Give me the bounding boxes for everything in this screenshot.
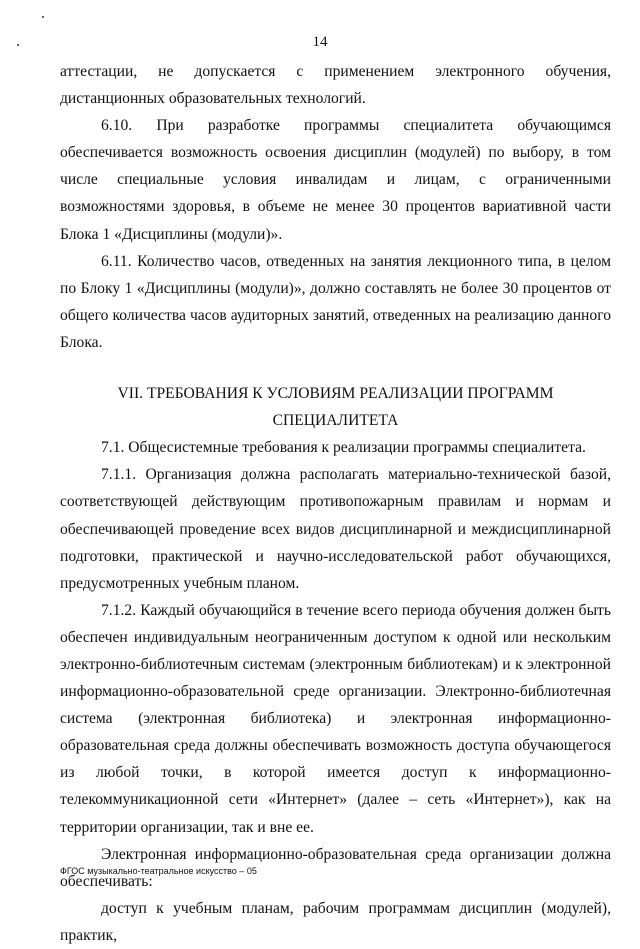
paragraph-continuation: аттестации, не допускается с применением электронного обучения, дистанционных образовательных технологий.: [60, 63, 611, 108]
paragraph-7-1-1: 7.1.1. Организация должна располагать материально-технической базой, соответствующей действующим противопожарным правилам и нормам и обеспечивающей проведение всех видов дисциплинарной и междисциплинарной подготовки, практической и научно-исследовательской работ обучающихся, предусмотренных учебным планом.: [60, 466, 611, 592]
paragraph-eios: Электронная информационно-образовательная среда организации должна обеспечивать:: [60, 845, 611, 890]
paragraph-access: доступ к учебным планам, рабочим программам дисциплин (модулей), практик,: [60, 899, 611, 944]
section-heading-line-1: VII. ТРЕБОВАНИЯ К УСЛОВИЯМ РЕАЛИЗАЦИИ ПРОГРАММ: [117, 385, 554, 403]
paragraph-7-1-2: 7.1.2. Каждый обучающийся в течение всего периода обучения должен быть обеспечен индивидуальным неограниченным доступом к одной или нескольким электронно-библиотечным системам (электронным библиотекам) и к электронной информационно-образовательной среде организации. Электронно-библиотечная система (электронная библиотека) и электронная информационно-образовательная среда должны обеспечивать возможность доступа обучающегося из любой точки, в которой имеется доступ к информационно-телекоммуникационной сети «Интернет» (далее – сеть «Интернет»), как на территории организации, так и вне ее.: [60, 601, 611, 836]
spacer: [60, 356, 611, 368]
paragraph-6-10: 6.10. При разработке программы специалитета обучающимся обеспечивается возможность освоения дисциплин (модулей) по выбору, в том числе специальные условия инвалидам и лицам, с ограниченными возможностями здоровья, в объеме не менее 30 процентов вариативной части Блока 1 «Дисциплины (модули)».: [60, 117, 611, 243]
section-heading: [60, 380, 611, 434]
page-footer: ФГОС музыкально-театральное искусство – 05: [60, 866, 257, 876]
document-body: [60, 58, 611, 949]
section-heading-line-2: СПЕЦИАЛИТЕТА: [272, 412, 399, 430]
paragraph-6-11: 6.11. Количество часов, отведенных на занятия лекционного типа, в целом по Блоку 1 «Дисциплины (модули)», должно составлять не более 30 процентов от общего количества часов аудиторных занятий, отведенных на реализацию данного Блока.: [60, 252, 611, 351]
page-number: 14: [312, 34, 328, 50]
scan-speck: [42, 16, 44, 18]
paragraph-7-1: 7.1. Общесистемные требования к реализации программы специалитета.: [101, 439, 586, 457]
